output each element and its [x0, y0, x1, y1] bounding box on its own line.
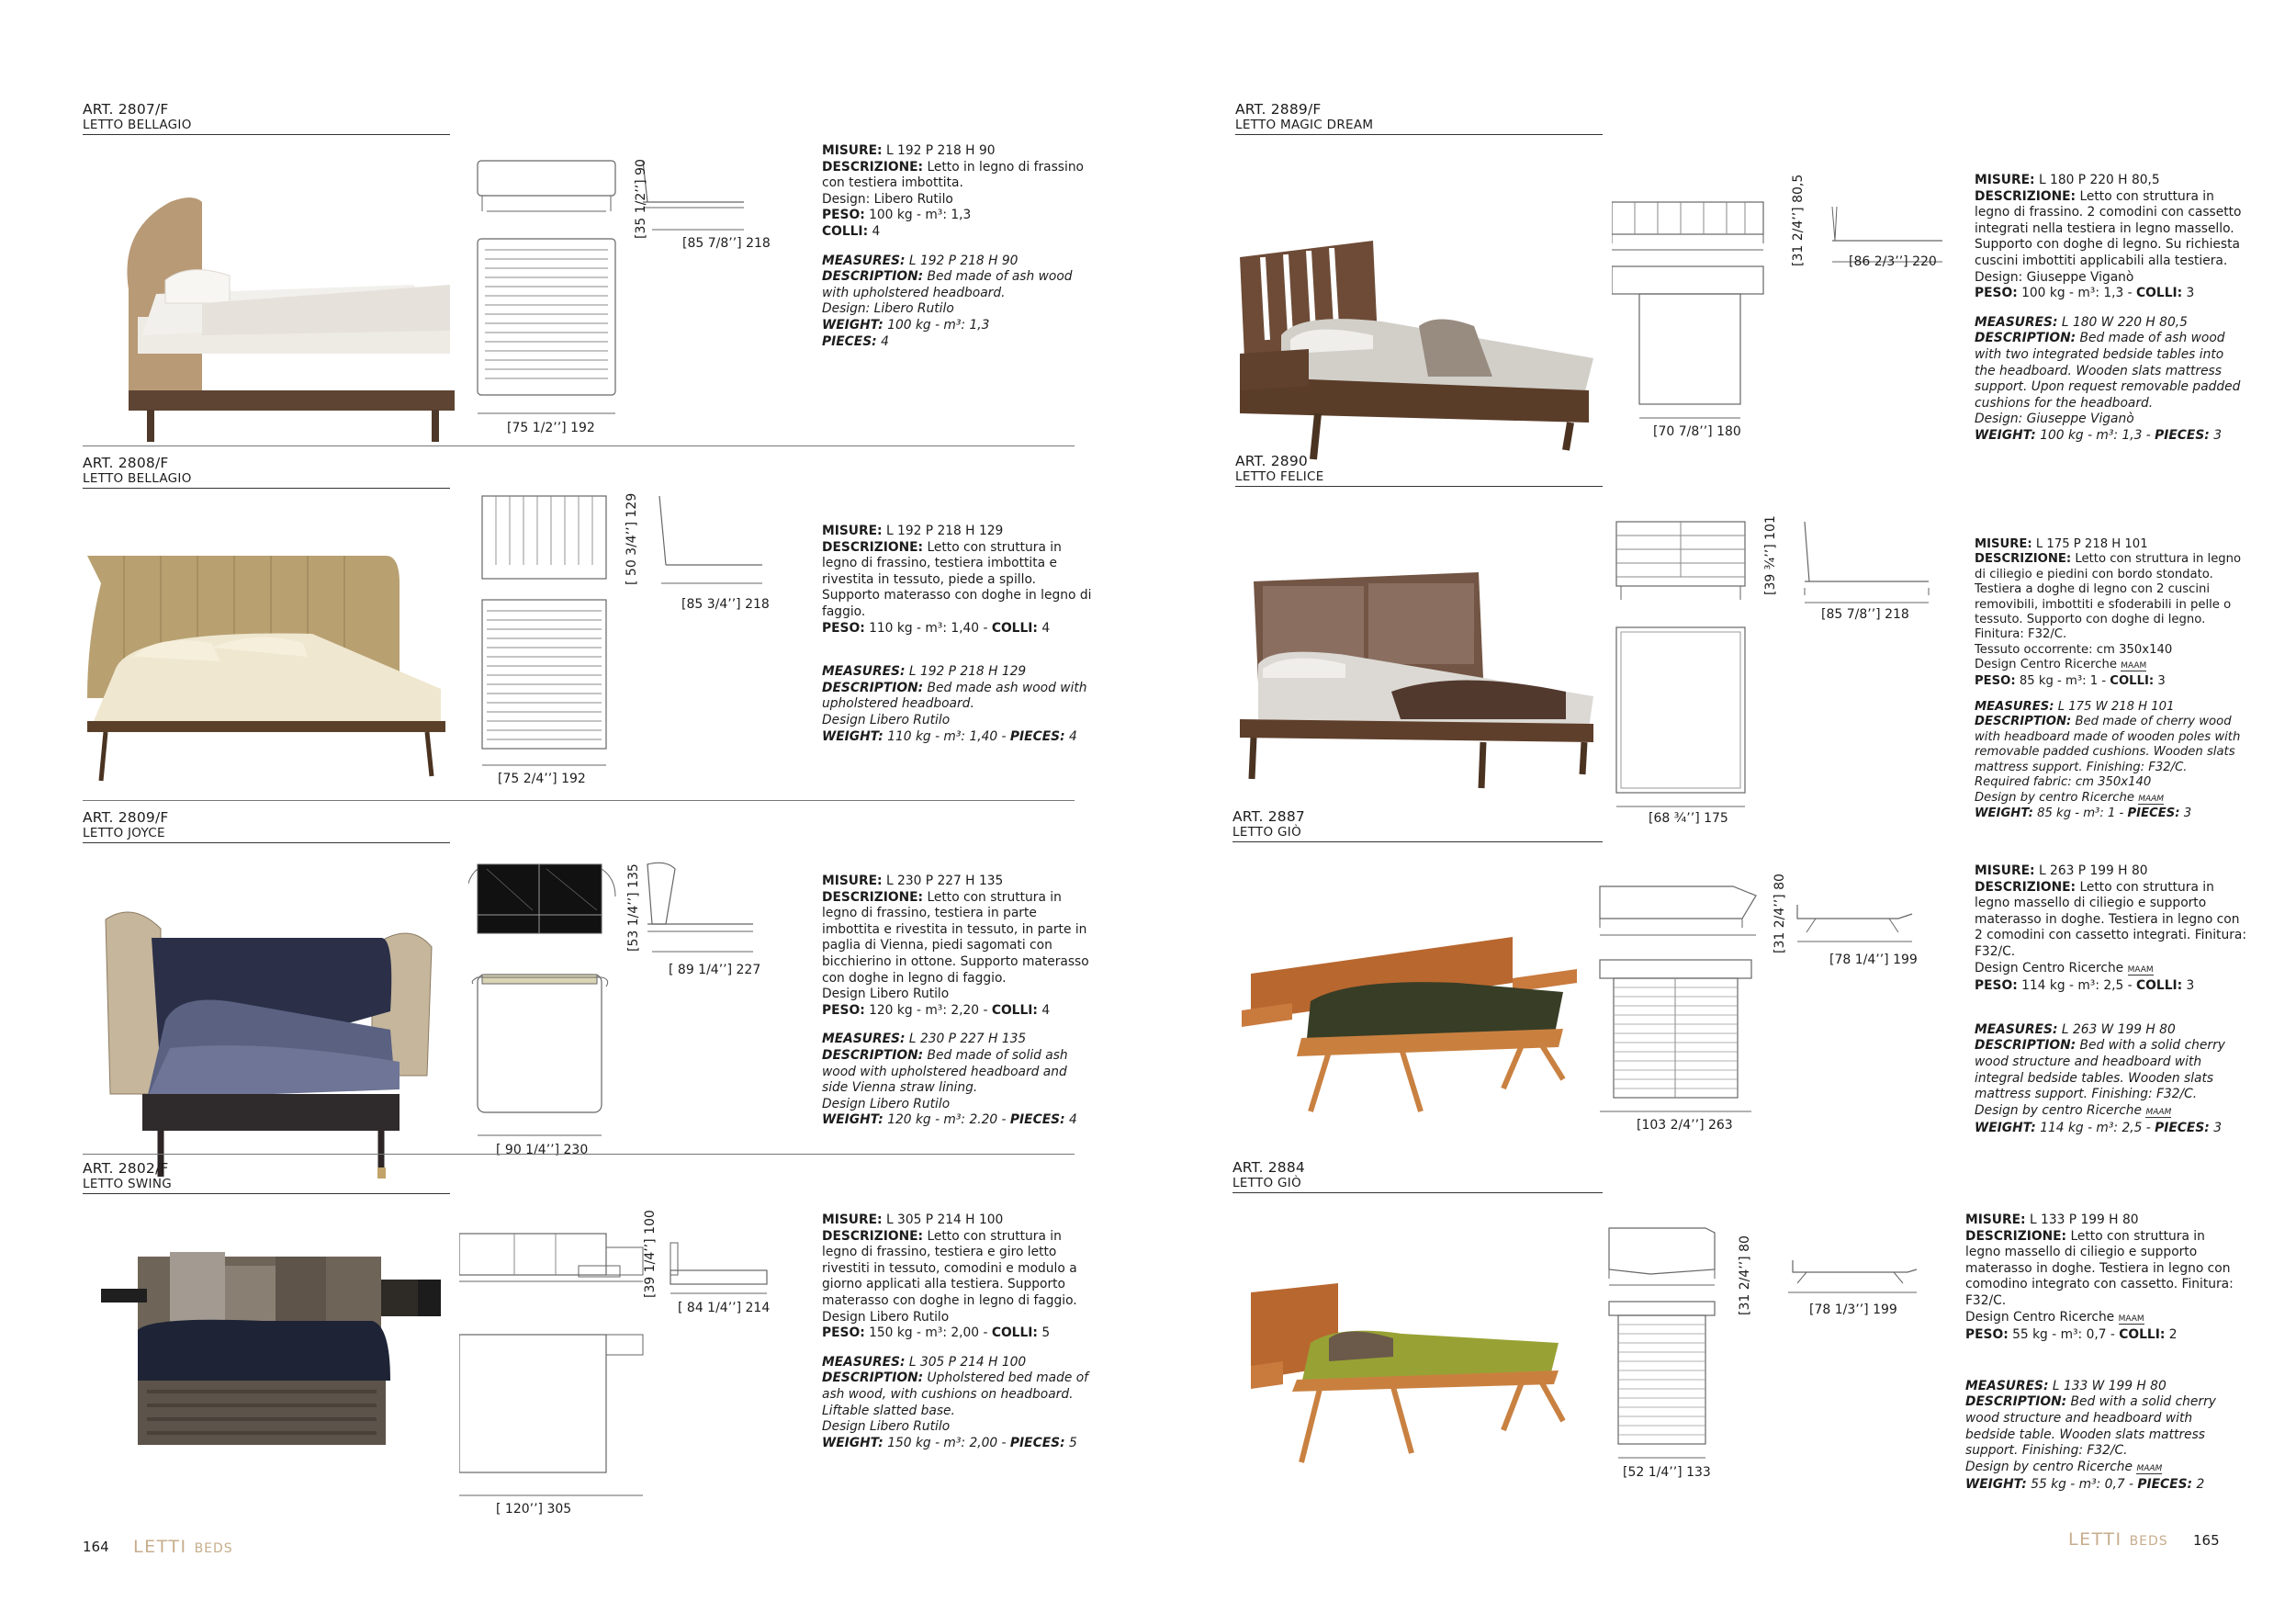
maam-logo-icon: MAAM [2145, 1107, 2172, 1117]
label-descrizione: DESCRIZIONE: [1975, 552, 2072, 567]
design-en: Design Libero Rutilo [822, 1419, 951, 1435]
english-block: MEASURES: L 263 W 199 H 80 DESCRIPTION: Bed with a solid cherry wood structure and headboard with integral bedside tables. Wooden slats mattress support. Finishing: F32/C. Design by centro Ricerche MAAM WEIGHT: 114 kg - m³: 2,5 - PIECES: 3 [1975, 1021, 2225, 1136]
label-misure: MISURE: [1975, 537, 2032, 551]
product-header [1235, 453, 1603, 487]
label-colli: COLLI: [2119, 1327, 2166, 1343]
label-weight: WEIGHT: [822, 1112, 884, 1128]
description-text: Bed with a solid cherry wood structure and headboard with bedside table. Wooden slats mattress support. Finishing: F32/C. [1965, 1394, 2216, 1459]
design-it: Design Centro Ricerche [1975, 658, 2118, 672]
descrizione-text: Letto con struttura in legno di frassino, testiera in parte imbottita e rivestita in tessuto, in parte in paglia di Vienna, piedi sagomati con bicchierino in ottone. Supporto materasso con doghe in legno di faggio. [822, 889, 1089, 986]
dim-depth: [85 7/8’’] 218 [682, 236, 771, 251]
label-pieces: PIECES: [2127, 806, 2180, 820]
product-header [83, 101, 450, 135]
dim-width: [75 2/4’’] 192 [498, 772, 586, 786]
measures-value: L 263 W 199 H 80 [2061, 1021, 2176, 1037]
product-photo [83, 528, 450, 804]
dim-height: [35 1/2’’] 90 [634, 159, 648, 239]
dim-width: [ 90 1/4’’] 230 [496, 1143, 589, 1157]
product-photo [1246, 1274, 1577, 1485]
misure-value: L 133 P 199 H 80 [2029, 1212, 2139, 1227]
misure-value: L 180 P 220 H 80,5 [2038, 173, 2160, 187]
label-descrizione: DESCRIZIONE: [822, 539, 924, 555]
product-description: MISURE: L 133 P 199 H 80 DESCRIZIONE: Letto con struttura in legno massello di ciliegio e supporto materasso in doghe. Testiera in legno con comodino integrato con cassetto. Finitura: F32/C. Design Centro Ricerche MAAM PESO: 55 kg - m³: 0,7 - COLLI: 2 MEASURES: L 133 W 199 H 80 DESCRIPTION: Bed with a solid cherry wood structure and headboard with bedside table. Wooden slats mattress support. Finishing: F32/C. Design by centro Ricerche MAAM WEIGHT: 55 kg - m³: 0,7 - PIECES: 2 [1965, 1212, 2239, 1494]
product-description [822, 143, 1096, 350]
label-descrizione: DESCRIZIONE: [822, 159, 924, 175]
product-code: ART. 2807/F [83, 101, 169, 118]
product-code: ART. 2884 [1232, 1159, 1305, 1176]
label-pieces: PIECES: [822, 333, 877, 349]
section-label-right [2068, 1529, 2168, 1550]
label-colli: COLLI: [991, 1002, 1038, 1018]
label-misure: MISURE: [1975, 863, 2035, 878]
dim-height: [39 ¾’’] 101 [1763, 515, 1778, 595]
pieces-value: 3 [2183, 806, 2192, 820]
dim-height: [31 2/4’’] 80,5 [1791, 174, 1806, 266]
design-en: Design: Libero Rutilo [822, 301, 954, 317]
measures-value: L 192 P 218 H 129 [908, 664, 1027, 680]
product-photo [96, 901, 445, 1186]
label-descrizione: DESCRIZIONE: [1975, 188, 2077, 204]
label-peso: PESO: [1965, 1327, 2009, 1343]
label-pieces: PIECES: [2155, 427, 2210, 443]
product-photo [1235, 563, 1603, 802]
measures-value: L 305 P 214 H 100 [908, 1354, 1027, 1370]
product-code: ART. 2809/F [83, 809, 169, 826]
label-descrizione: DESCRIZIONE: [1975, 879, 2077, 895]
separator [83, 445, 1075, 446]
product-code: ART. 2889/F [1235, 101, 1322, 118]
label-colli: COLLI: [2110, 673, 2155, 688]
english-block: MEASURES: L 180 W 220 H 80,5 DESCRIPTION: Bed made of ash wood with two integrated bedside tables into the headboard. Wooden slats mattress support. Upon request removable padded cushions for the headboard. Design: Giuseppe Viganò WEIGHT: 100 kg - m³: 1,3 - PIECES: 3 [1975, 315, 2248, 445]
dim-height: [53 1/4’’] 135 [626, 863, 641, 952]
label-pieces: PIECES: [2155, 1121, 2210, 1136]
label-pieces: PIECES: [1009, 1435, 1065, 1450]
dim-depth: [85 3/4’’] 218 [681, 597, 770, 612]
peso-value: 55 kg - m³: 0,7 [2012, 1327, 2107, 1343]
label-peso: PESO: [1975, 673, 2016, 688]
description-text: Bed made of cherry wood with headboard made of wooden poles with removable padded cushions. Wooden slats mattress support. Finishing: F32/C. [1975, 715, 2241, 774]
peso-value: 150 kg - m³: 2,00 [869, 1325, 980, 1341]
pieces-value: 4 [881, 333, 889, 349]
label-weight: WEIGHT: [1975, 427, 2036, 443]
page-number-left: 164 [83, 1539, 109, 1555]
label-weight: WEIGHT: [1975, 806, 2033, 820]
label-description: DESCRIPTION: [1975, 331, 2077, 346]
colli-value: 5 [1041, 1325, 1051, 1341]
product-name: LETTO SWING [83, 1177, 172, 1191]
product-name: LETTO GIÒ [1232, 825, 1301, 840]
product-description: MISURE: L 175 P 218 H 101 DESCRIZIONE: Letto con struttura in legno di ciliegio e piedini con bordo stondato. Testiera a doghe di legno con 2 cuscini removibili, imbottiti e sfoderabili in pelle o tessuto. Supporto con doghe di legno. Finitura: F32/C. Tessuto occorrente: cm 350x140 Design Centro Ricerche MAAM PESO: 85 kg - m³: 1 - COLLI: 3 MEASURES: L 175 W 218 H 101 DESCRIPTION: Bed made of cherry wood with headboard made of wooden poles with removable padded cushions. Wooden slats mattress support. Finishing: F32/C. Required fabric: cm 350x140 Design by centro Ricerche MAAM WEIGHT: 85 kg - m³: 1 - PIECES: 3 [1975, 537, 2250, 821]
dim-height: [39 1/4’’] 100 [643, 1210, 658, 1298]
maam-logo-icon: MAAM [2118, 1314, 2144, 1324]
page-number-right: 165 [2193, 1532, 2220, 1549]
colli-value: 4 [872, 223, 881, 239]
product-name: LETTO JOYCE [83, 826, 165, 840]
design-it: Design: Giuseppe Viganò [1975, 269, 2134, 285]
design-en: Design: Giuseppe Viganò [1975, 412, 2134, 427]
technical-drawing [478, 491, 827, 795]
label-description: DESCRIPTION: [822, 269, 924, 285]
label-pieces: PIECES: [1009, 728, 1065, 744]
product-name: LETTO GIÒ [1232, 1176, 1301, 1190]
description-text: Bed made of ash wood with two integrated bedside tables into the headboard. Wooden slats mattress support. Upon request removable padded cushions for the headboard. [1975, 331, 2241, 411]
pieces-value: 3 [2213, 1121, 2222, 1136]
separator [83, 800, 1075, 801]
english-block: MEASURES: L 175 W 218 H 101 DESCRIPTION: Bed made of cherry wood with headboard made of wooden poles with removable padded cushions. Wooden slats mattress support. Finishing: F32/C. Required fabric: cm 350x140 Design by centro Ricerche MAAM WEIGHT: 85 kg - m³: 1 - PIECES: 3 [1975, 700, 2250, 821]
description-text: Bed made of solid ash wood with upholstered headboard and side Vienna straw lining. [822, 1047, 1068, 1096]
label-weight: WEIGHT: [822, 728, 884, 744]
label-weight: WEIGHT: [822, 1435, 884, 1450]
product-description: MISURE: L 305 P 214 H 100 DESCRIZIONE: Letto con struttura in legno di frassino, testiera e giro letto rivestiti in tessuto, comodini e modulo a giorno applicati alla testiera. Supporto materasso con doghe in legno di faggio. Design Libero Rutilo PESO: 150 kg - m³: 2,00 - COLLI: 5 MEASURES: L 305 P 214 H 100 DESCRIPTION: Upholstered bed made of ash wood, with cushions on headboard. Liftable slatted base. Design Libero Rutilo WEIGHT: 150 kg - m³: 2,00 - PIECES: 5 [822, 1212, 1096, 1451]
english-block [822, 254, 1096, 351]
product-code: ART. 2808/F [83, 455, 169, 471]
product-header [1235, 101, 1603, 135]
pieces-value: 4 [1069, 728, 1077, 744]
label-measures: MEASURES: [822, 664, 906, 680]
english-block: MEASURES: L 133 W 199 H 80 DESCRIPTION: Bed with a solid cherry wood structure and headboard with bedside table. Wooden slats mattress support. Finishing: F32/C. Design by centro Ricerche MAAM WEIGHT: 55 kg - m³: 0,7 - PIECES: 2 [1965, 1378, 2216, 1493]
label-peso: PESO: [822, 1325, 865, 1341]
dim-depth: [85 7/8’’] 218 [1821, 607, 1909, 622]
label-weight: WEIGHT: [822, 317, 884, 333]
section-it: LETTI [133, 1537, 187, 1557]
colli-value: 3 [2157, 673, 2166, 688]
descrizione-text: Letto con struttura in legno di frassino, testiera e giro letto rivestiti in tessuto, comodini e modulo a giorno applicati alla testiera. Supporto materasso con doghe in legno di faggio. [822, 1228, 1077, 1308]
label-measures: MEASURES: [1975, 314, 2058, 330]
product-header [83, 809, 450, 843]
measures-value: L 192 P 218 H 90 [908, 253, 1019, 268]
product-name: LETTO BELLAGIO [83, 471, 192, 486]
label-misure: MISURE: [822, 1212, 883, 1227]
label-colli: COLLI: [991, 1325, 1038, 1341]
design-en: Design Libero Rutilo [822, 1096, 951, 1111]
technical-drawing [468, 860, 817, 1163]
weight-value: 110 kg - m³: 1,40 [887, 728, 998, 744]
design-it: Design Centro Ricerche [1965, 1309, 2115, 1325]
label-descrizione: DESCRIZIONE: [822, 1228, 924, 1244]
product-photo [96, 1252, 450, 1463]
label-colli: COLLI: [822, 223, 869, 239]
misure-value: L 192 P 218 H 129 [885, 524, 1004, 538]
label-descrizione: DESCRIZIONE: [1965, 1228, 2067, 1244]
peso-value: 100 kg - m³: 1,3 [2021, 286, 2124, 301]
misure-value: L 305 P 214 H 100 [885, 1212, 1004, 1227]
label-description: DESCRIPTION: [822, 1370, 924, 1386]
extra-it: Tessuto occorrente: cm 350x140 [1975, 642, 2173, 657]
pieces-value: 5 [1069, 1435, 1077, 1450]
peso-value: 100 kg - m³: 1,3 [869, 208, 972, 223]
misure-value: L 192 P 218 H 90 [885, 143, 996, 158]
label-measures: MEASURES: [1975, 700, 2054, 715]
product-header [83, 455, 450, 489]
measures-value: L 175 W 218 H 101 [2057, 700, 2175, 715]
dim-height: [31 2/4’’] 80 [1773, 874, 1787, 953]
label-misure: MISURE: [822, 143, 883, 158]
design-it: Design Libero Rutilo [822, 987, 950, 1002]
dim-width: [103 2/4’’] 263 [1637, 1118, 1733, 1133]
label-measures: MEASURES: [822, 1032, 906, 1047]
weight-value: 150 kg - m³: 2,00 [887, 1435, 998, 1450]
dim-height: [31 2/4’’] 80 [1738, 1235, 1752, 1315]
dim-width: [70 7/8’’] 180 [1653, 424, 1741, 439]
product-photo [101, 184, 464, 459]
technical-drawing [1612, 174, 1961, 496]
description-text: Bed made ash wood with upholstered headboard. [822, 680, 1087, 712]
product-code: ART. 2890 [1235, 453, 1308, 469]
extra-en: Required fabric: cm 350x140 [1975, 775, 2152, 790]
product-name: LETTO MAGIC DREAM [1235, 118, 1374, 132]
colli-value: 4 [1041, 620, 1051, 636]
peso-value: 120 kg - m³: 2,20 [869, 1002, 980, 1018]
weight-value: 114 kg - m³: 2,5 [2040, 1121, 2143, 1136]
english-block: MEASURES: L 192 P 218 H 129 DESCRIPTION: Bed made ash wood with upholstered headboard. Design Libero Rutilo WEIGHT: 110 kg - m³: 1,40 - PIECES: 4 [822, 664, 1096, 745]
description-text: Upholstered bed made of ash wood, with cushions on headboard. Liftable slatted base. [822, 1370, 1089, 1418]
colli-value: 2 [2168, 1327, 2178, 1343]
label-description: DESCRIPTION: [1965, 1394, 2067, 1410]
peso-value: 85 kg - m³: 1 [2019, 673, 2099, 688]
misure-value: L 230 P 227 H 135 [885, 874, 1004, 888]
label-colli: COLLI: [991, 620, 1038, 636]
label-measures: MEASURES: [822, 253, 906, 268]
technical-drawing [1600, 1219, 1949, 1522]
label-peso: PESO: [822, 620, 865, 636]
design-en: Design by centro Ricerche [1975, 1102, 2143, 1118]
peso-value: 110 kg - m³: 1,40 [869, 620, 980, 636]
descrizione-text: Letto con struttura in legno di frassino, testiera imbottita e rivestita in tessuto, piede a spillo. Supporto materasso con doghe in legno di faggio. [822, 539, 1092, 619]
product-code: ART. 2887 [1232, 808, 1305, 825]
section-en: BEDS [194, 1541, 233, 1556]
descrizione-text: Letto con struttura in legno di ciliegio e piedini con bordo stondato. Testiera a doghe di legno con 2 cuscini removibili, imbottiti e sfoderabili in pelle o tessuto. Supporto con doghe di legno. Finitura: F32/C. [1975, 552, 2242, 642]
maam-logo-icon: MAAM [2138, 794, 2165, 804]
label-peso: PESO: [1975, 978, 2018, 994]
dim-depth: [ 84 1/4’’] 214 [678, 1301, 771, 1315]
weight-value: 100 kg - m³: 1,3 [2040, 427, 2143, 443]
technical-drawing [1612, 513, 1961, 826]
label-pieces: PIECES: [2137, 1477, 2193, 1493]
label-misure: MISURE: [822, 874, 883, 888]
misure-value: L 175 P 218 H 101 [2035, 537, 2148, 551]
weight-value: 120 kg - m³: 2.20 [887, 1112, 998, 1128]
english-block: MEASURES: L 305 P 214 H 100 DESCRIPTION: Upholstered bed made of ash wood, with cushions on headboard. Liftable slatted base. Design Libero Rutilo WEIGHT: 150 kg - m³: 2,00 - PIECES: 5 [822, 1355, 1096, 1452]
misure-value: L 263 P 199 H 80 [2038, 863, 2148, 878]
label-description: DESCRIPTION: [1975, 715, 2072, 729]
section-it: LETTI [2068, 1529, 2122, 1550]
label-measures: MEASURES: [1965, 1378, 2049, 1393]
dim-width: [52 1/4’’] 133 [1623, 1465, 1711, 1480]
label-peso: PESO: [822, 1002, 865, 1018]
technical-drawing [459, 1210, 808, 1528]
design-it: Design Centro Ricerche [1975, 960, 2124, 976]
label-misure: MISURE: [822, 524, 883, 538]
label-colli: COLLI: [2136, 978, 2183, 994]
technical-drawing [1595, 874, 1944, 1180]
section-label-left [133, 1537, 233, 1557]
weight-value: 100 kg - m³: 1,3 [887, 317, 990, 333]
product-header [83, 1160, 450, 1194]
dim-width: [75 1/2’’] 192 [507, 421, 595, 435]
product-code: ART. 2802/F [83, 1160, 169, 1177]
measures-value: L 230 P 227 H 135 [908, 1032, 1027, 1047]
peso-value: 114 kg - m³: 2,5 [2021, 978, 2124, 994]
english-block: MEASURES: L 230 P 227 H 135 DESCRIPTION: Bed made of solid ash wood with upholstered headboard and side Vienna straw lining. Design Libero Rutilo WEIGHT: 120 kg - m³: 2.20 - PIECES: 4 [822, 1032, 1096, 1129]
dim-depth: [ 89 1/4’’] 227 [669, 963, 761, 977]
product-header [1232, 808, 1603, 842]
descrizione-text: Letto in legno di frassino con testiera imbottita. [822, 159, 1085, 191]
product-description: MISURE: L 180 P 220 H 80,5 DESCRIZIONE: Letto con struttura in legno di frassino. 2 comodini con cassetto integrati nella testiera in legno massello. Supporto con doghe di legno. Su richiesta cuscini imbottiti applicabili alla testiera. Design: Giuseppe Viganò PESO: 100 kg - m³: 1,3 - COLLI: 3 MEASURES: L 180 W 220 H 80,5 DESCRIPTION: Bed made of ash wood with two integrated bedside tables into the headboard. Wooden slats mattress support. Upon request removable padded cushions for the headboard. Design: Giuseppe Viganò WEIGHT: 100 kg - m³: 1,3 - PIECES: 3 [1975, 173, 2248, 445]
descrizione-text: Letto con struttura in legno massello di ciliegio e supporto materasso in doghe. Testiera in legno con 2 comodini con cassetto integrati. Finitura: F32/C. [1975, 879, 2246, 959]
label-weight: WEIGHT: [1965, 1477, 2027, 1493]
product-photo [1237, 928, 1586, 1130]
colli-value: 3 [2186, 286, 2195, 301]
section-en: BEDS [2129, 1534, 2168, 1549]
label-description: DESCRIPTION: [822, 1047, 924, 1063]
label-pieces: PIECES: [1009, 1112, 1065, 1128]
description-text: Bed with a solid cherry wood structure and headboard with integral bedside tables. Wooden slats mattress support. Finishing: F32/C. [1975, 1038, 2225, 1102]
label-colli: COLLI: [2136, 286, 2183, 301]
dim-width: [ 120’’] 305 [496, 1502, 572, 1517]
dim-height: [ 50 3/4’’] 129 [625, 492, 639, 585]
design-en: Design by centro Ricerche [1975, 790, 2135, 805]
label-measures: MEASURES: [1975, 1021, 2058, 1037]
dim-width: [68 ¾’’] 175 [1649, 811, 1728, 826]
weight-value: 55 kg - m³: 0,7 [2031, 1477, 2125, 1493]
label-measures: MEASURES: [822, 1354, 906, 1370]
label-misure: MISURE: [1965, 1212, 2026, 1227]
colli-value: 3 [2186, 978, 2195, 994]
product-header [1232, 1159, 1603, 1193]
label-peso: PESO: [822, 208, 865, 223]
product-name: LETTO BELLAGIO [83, 118, 192, 132]
label-description: DESCRIPTION: [1975, 1038, 2077, 1054]
maam-logo-icon: MAAM [2136, 1463, 2163, 1473]
maam-logo-icon: MAAM [2127, 964, 2154, 975]
design-en: Design by centro Ricerche [1965, 1459, 2133, 1474]
design-it: Design Libero Rutilo [822, 1309, 950, 1325]
separator [83, 1154, 1075, 1155]
pieces-value: 2 [2196, 1477, 2205, 1493]
pieces-value: 4 [1069, 1112, 1077, 1128]
label-descrizione: DESCRIZIONE: [822, 889, 924, 905]
product-description: MISURE: L 230 P 227 H 135 DESCRIZIONE: Letto con struttura in legno di frassino, testiera in parte imbottita e rivestita in tessuto, in parte in paglia di Vienna, piedi sagomati con bicchierino in ottone. Supporto materasso con doghe in legno di faggio. Design Libero Rutilo PESO: 120 kg - m³: 2,20 - COLLI: 4 MEASURES: L 230 P 227 H 135 DESCRIPTION: Bed made of solid ash wood with upholstered headboard and side Vienna straw lining. Design Libero Rutilo WEIGHT: 120 kg - m³: 2.20 - PIECES: 4 [822, 874, 1096, 1129]
measures-value: L 180 W 220 H 80,5 [2061, 314, 2188, 330]
dim-depth: [78 1/4’’] 199 [1829, 953, 1918, 967]
design-it: Design: Libero Rutilo [822, 191, 953, 207]
pieces-value: 3 [2213, 427, 2222, 443]
colli-value: 4 [1041, 1002, 1051, 1018]
measures-value: L 133 W 199 H 80 [2052, 1378, 2167, 1393]
maam-logo-icon: MAAM [2121, 661, 2147, 671]
product-name: LETTO FELICE [1235, 469, 1324, 484]
design-en: Design Libero Rutilo [822, 712, 951, 727]
descrizione-text: Letto con struttura in legno di frassino. 2 comodini con cassetto integrati nella testiera in legno massello. Supporto con doghe di legno. Su richiesta cuscini imbottiti applicabili alla testiera. [1975, 188, 2242, 268]
label-misure: MISURE: [1975, 173, 2035, 187]
label-weight: WEIGHT: [1975, 1121, 2036, 1136]
dim-depth: [78 1/3’’] 199 [1809, 1303, 1897, 1317]
dim-depth: [86 2/3’’] 220 [1849, 254, 1937, 269]
technical-drawing [468, 147, 817, 450]
product-description: MISURE: L 192 P 218 H 129 DESCRIZIONE: Letto con struttura in legno di frassino, testiera imbottita e rivestita in tessuto, piede a spillo. Supporto materasso con doghe in legno di faggio. PESO: 110 kg - m³: 1,40 - COLLI: 4 MEASURES: L 192 P 218 H 129 DESCRIPTION: Bed made ash wood with upholstered headboard. Design Libero Rutilo WEIGHT: 110 kg - m³: 1,40 - PIECES: 4 [822, 524, 1096, 745]
weight-value: 85 kg - m³: 1 [2037, 806, 2116, 820]
product-description: MISURE: L 263 P 199 H 80 DESCRIZIONE: Letto con struttura in legno massello di ciliegio e supporto materasso in doghe. Testiera in legno con 2 comodini con cassetto integrati. Finitura: F32/C. Design Centro Ricerche MAAM PESO: 114 kg - m³: 2,5 - COLLI: 3 MEASURES: L 263 W 199 H 80 DESCRIPTION: Bed with a solid cherry wood structure and headboard with integral bedside tables. Wooden slats mattress support. Finishing: F32/C. Design by centro Ricerche MAAM WEIGHT: 114 kg - m³: 2,5 - PIECES: 3 [1975, 863, 2248, 1137]
label-peso: PESO: [1975, 286, 2018, 301]
descrizione-text: Letto con struttura in legno massello di ciliegio e supporto materasso in doghe. Testiera in legno con comodino integrato con cassetto. Finitura: F32/C. [1965, 1228, 2234, 1308]
label-description: DESCRIPTION: [822, 680, 924, 695]
description-text: Bed made of ash wood with upholstered headboard. [822, 269, 1073, 300]
